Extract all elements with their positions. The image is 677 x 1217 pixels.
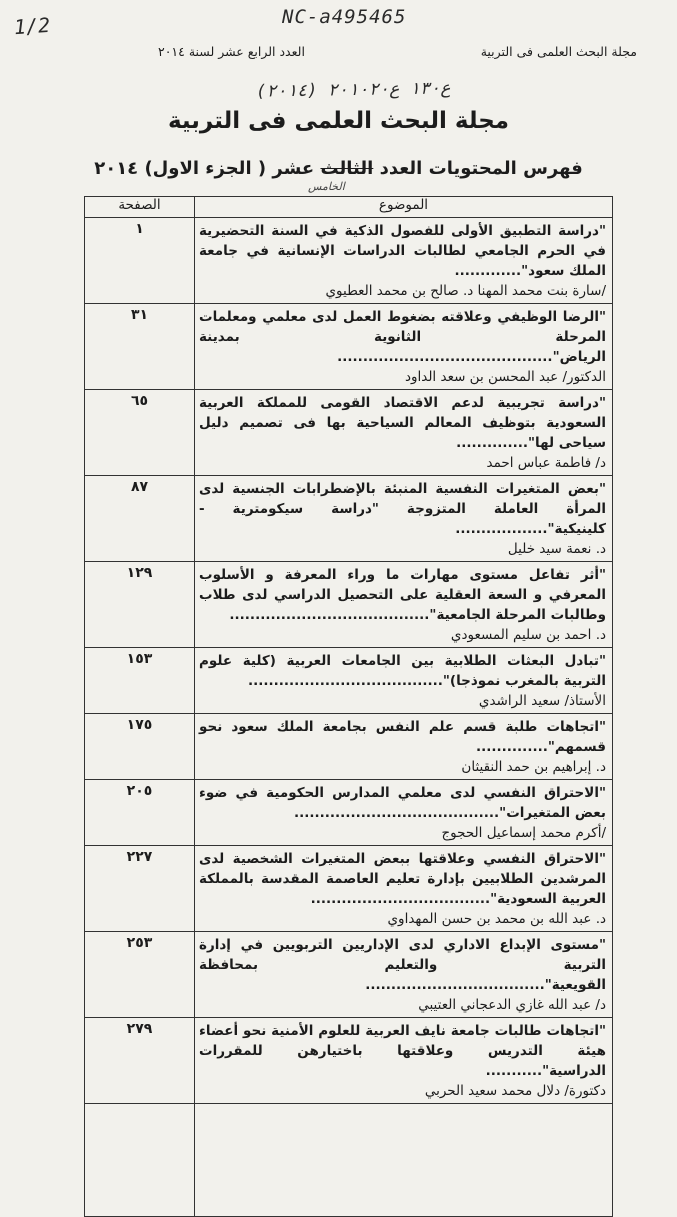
handwritten-accession-number: NC-a495465 xyxy=(282,6,407,28)
toc-heading-start: فهرس المحتويات العدد xyxy=(379,158,583,179)
article-title: "تبادل البعثات الطلابية بين الجامعات العربية (كلية علوم التربية بالمغرب نموذجا)"...................................... xyxy=(199,653,606,689)
table-row xyxy=(85,562,613,648)
column-header-page: الصفحة xyxy=(85,197,195,218)
toc-heading xyxy=(0,158,677,179)
article-cell xyxy=(195,218,613,304)
article-cell xyxy=(195,780,613,846)
article-author: دكتورة/ دلال محمد سعيد الحربي xyxy=(424,1083,606,1099)
table-row xyxy=(85,476,613,562)
page-number: ٢٥٣ xyxy=(85,932,195,1018)
article-cell xyxy=(195,648,613,714)
page-number: ٨٧ xyxy=(85,476,195,562)
article-author: الأستاذ/ سعيد الراشدي xyxy=(478,693,606,709)
page-number: ٣١ xyxy=(85,304,195,390)
article-author: الدكتور/ عبد المحسن بن سعد الداود xyxy=(404,369,606,385)
article-author: د. نعمة سيد خليل xyxy=(507,541,606,557)
article-title: "دراسة تجريبية لدعم الاقتصاد القومى للمملكة العربية السعودية بتوظيف المعالم السياحية بها فى تصميم دليل سياحى لها".............. xyxy=(199,395,606,451)
article-title: "أثر تفاعل مستوى مهارات ما وراء المعرفة و الأسلوب المعرفي و السعة العقلية على التحصيل الدراسي لدى طلاب وطالبات المرحلة الجامعية"....................................... xyxy=(199,567,606,623)
article-author: د. احمد بن سليم المسعودي xyxy=(450,627,606,643)
header-issue: العدد الرابع عشر لسنة ٢٠١٤ xyxy=(158,44,305,59)
table-row xyxy=(85,780,613,846)
article-author: د/ عبد الله غازي الدعجاني العتيبي xyxy=(418,997,606,1013)
table-row xyxy=(85,648,613,714)
article-cell xyxy=(195,932,613,1018)
article-cell xyxy=(195,390,613,476)
article-cell xyxy=(195,714,613,780)
page-number: ١٧٥ xyxy=(85,714,195,780)
journal-title: مجلة البحث العلمى فى التربية xyxy=(167,108,510,134)
page-number: ٢٧٩ xyxy=(85,1018,195,1104)
handwritten-date: ع١٣٠ ع٢٠١٠٢٠ (٢٠١٤) xyxy=(255,78,451,102)
table-row xyxy=(85,932,613,1018)
article-author: /أكرم محمد إسماعيل الحجوج xyxy=(441,825,606,841)
article-title: "دراسة التطبيق الأولى للفصول الذكية في السنة التحضيرية في الحرم الجامعي لطالبات الدراسات الإنسانية في جامعة الملك سعود"............. xyxy=(199,223,606,279)
article-title: "الاحتراق النفسي وعلاقتها ببعض المتغيرات الشخصية لدى المرشدين الطلابيين بإدارة تعليم العاصمة المقدسة بالمملكة العربية السعودية"................................... xyxy=(199,851,606,907)
article-author: د. عبد الله بن محمد بن حسن المهداوي xyxy=(387,911,606,927)
page-number: ٢٠٥ xyxy=(85,780,195,846)
page-number: ٢٢٧ xyxy=(85,846,195,932)
article-cell xyxy=(195,846,613,932)
article-title: "اتجاهات طلبة قسم علم النفس بجامعة الملك سعود نحو قسمهم".............. xyxy=(199,719,606,755)
article-author: د. إبراهيم بن حمد النقيثان xyxy=(461,759,606,775)
running-header xyxy=(40,44,637,64)
table-row xyxy=(85,304,613,390)
article-title: "مستوى الإبداع الاداري لدى الإداريين التربويين في إدارة التربية والتعليم بمحافظة القويعية"................................... xyxy=(199,937,606,993)
article-cell xyxy=(195,476,613,562)
column-header-topic: الموضوع xyxy=(195,197,613,218)
article-author: د/ فاطمة عباس احمد xyxy=(486,455,606,471)
empty-table-row xyxy=(85,1104,613,1217)
handwritten-page-mark: 1/2 xyxy=(13,12,51,40)
page-number: ١ xyxy=(85,218,195,304)
toc-heading-end: عشر ( الجزء الاول) ٢٠١٤ xyxy=(94,158,315,179)
table-row xyxy=(85,1018,613,1104)
article-title: "الاحتراق النفسي لدى معلمي المدارس الحكومية في ضوء بعض المتغيرات"........................................ xyxy=(199,785,606,821)
table-row xyxy=(85,714,613,780)
article-cell xyxy=(195,1018,613,1104)
toc-heading-struck-word: الثالث xyxy=(320,158,374,179)
header-journal-name: مجلة البحث العلمى فى التربية xyxy=(480,44,637,59)
handwritten-correction: الخامس xyxy=(308,180,345,193)
article-title: "اتجاهات طالبات جامعة نايف العربية للعلوم الأمنية نحو أعضاء هيئة التدريس وعلاقتها باختيارهن للمقررات الدراسية"........... xyxy=(199,1023,606,1079)
article-cell xyxy=(195,562,613,648)
page-number: ١٢٩ xyxy=(85,562,195,648)
table-row xyxy=(85,846,613,932)
article-title: "بعض المتغيرات النفسية المنبئة بالإضطرابات الجنسية لدى المرأة العاملة المتزوجة "دراسة سيكومترية - كلينيكية".................. xyxy=(199,481,606,537)
empty-cell xyxy=(195,1104,613,1217)
page-number: ١٥٣ xyxy=(85,648,195,714)
page-number: ٦٥ xyxy=(85,390,195,476)
contents-table xyxy=(84,196,613,1217)
article-author: /سارة بنت محمد المهنا د. صالح بن محمد العطيوي xyxy=(325,283,606,299)
article-cell xyxy=(195,304,613,390)
table-header-row xyxy=(85,197,613,218)
table-row xyxy=(85,218,613,304)
table-row xyxy=(85,390,613,476)
article-title: "الرضا الوظيفي وعلاقته بضغوط العمل لدى معلمي ومعلمات المرحلة الثانوية بمدينة الرياض".......................................... xyxy=(199,309,606,365)
empty-cell xyxy=(85,1104,195,1217)
